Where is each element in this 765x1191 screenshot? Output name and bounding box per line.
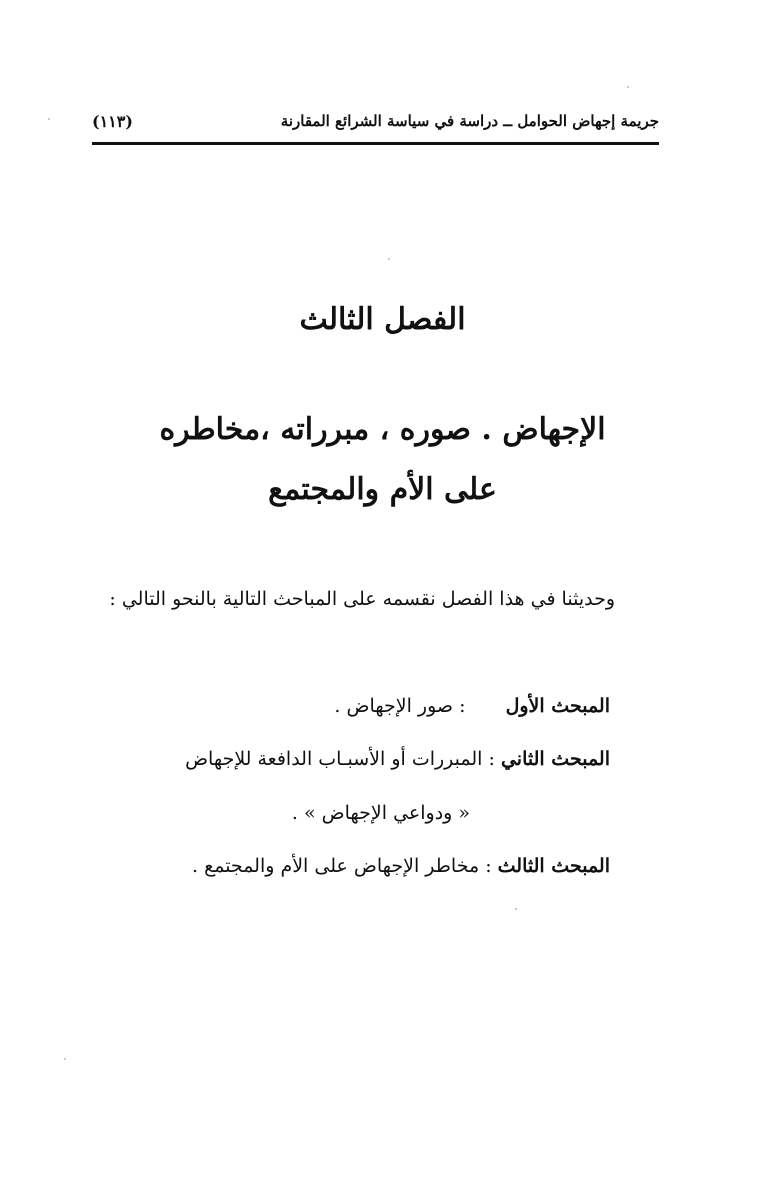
running-title: جريمة إجهاض الحوامل ــ دراسة في سياسة الشرائع المقارنة	[280, 112, 659, 130]
section-label: المبحث الأول	[505, 695, 610, 717]
header-rule	[92, 142, 659, 145]
intro-paragraph: وحديثنا في هذا الفصل نقسمه على المباحث التالية بالنحو التالي :	[109, 588, 615, 610]
running-header	[92, 112, 659, 140]
chapter-subtitle-line-1: الإجهاض . صوره ، مبرراته ،مخاطره	[159, 412, 606, 447]
section-item-2-continuation: « ودواعي الإجهاض » .	[291, 802, 470, 824]
section-text: صور الإجهاض .	[334, 695, 454, 717]
chapter-title: الفصل الثالث	[299, 302, 466, 337]
chapter-subtitle-line-2: على الأم والمجتمع	[268, 472, 497, 507]
scan-speck	[64, 1058, 66, 1060]
section-text: مخاطر الإجهاض على الأم والمجتمع .	[192, 855, 480, 877]
section-item-1	[334, 695, 610, 717]
section-separator: :	[459, 695, 466, 717]
section-separator: :	[485, 855, 492, 877]
scan-speck	[48, 118, 50, 120]
section-separator: :	[488, 748, 495, 770]
section-label: المبحث الثالث	[497, 855, 610, 877]
section-item-3	[192, 855, 610, 877]
page-number: (١١٣)	[92, 112, 133, 131]
scan-speck	[627, 86, 629, 88]
section-item-2	[185, 748, 610, 770]
scan-speck	[388, 258, 390, 260]
section-text: المبررات أو الأسبـاب الدافعة للإجهاض	[185, 748, 483, 770]
section-label: المبحث الثاني	[500, 748, 610, 770]
scan-speck	[515, 908, 517, 910]
